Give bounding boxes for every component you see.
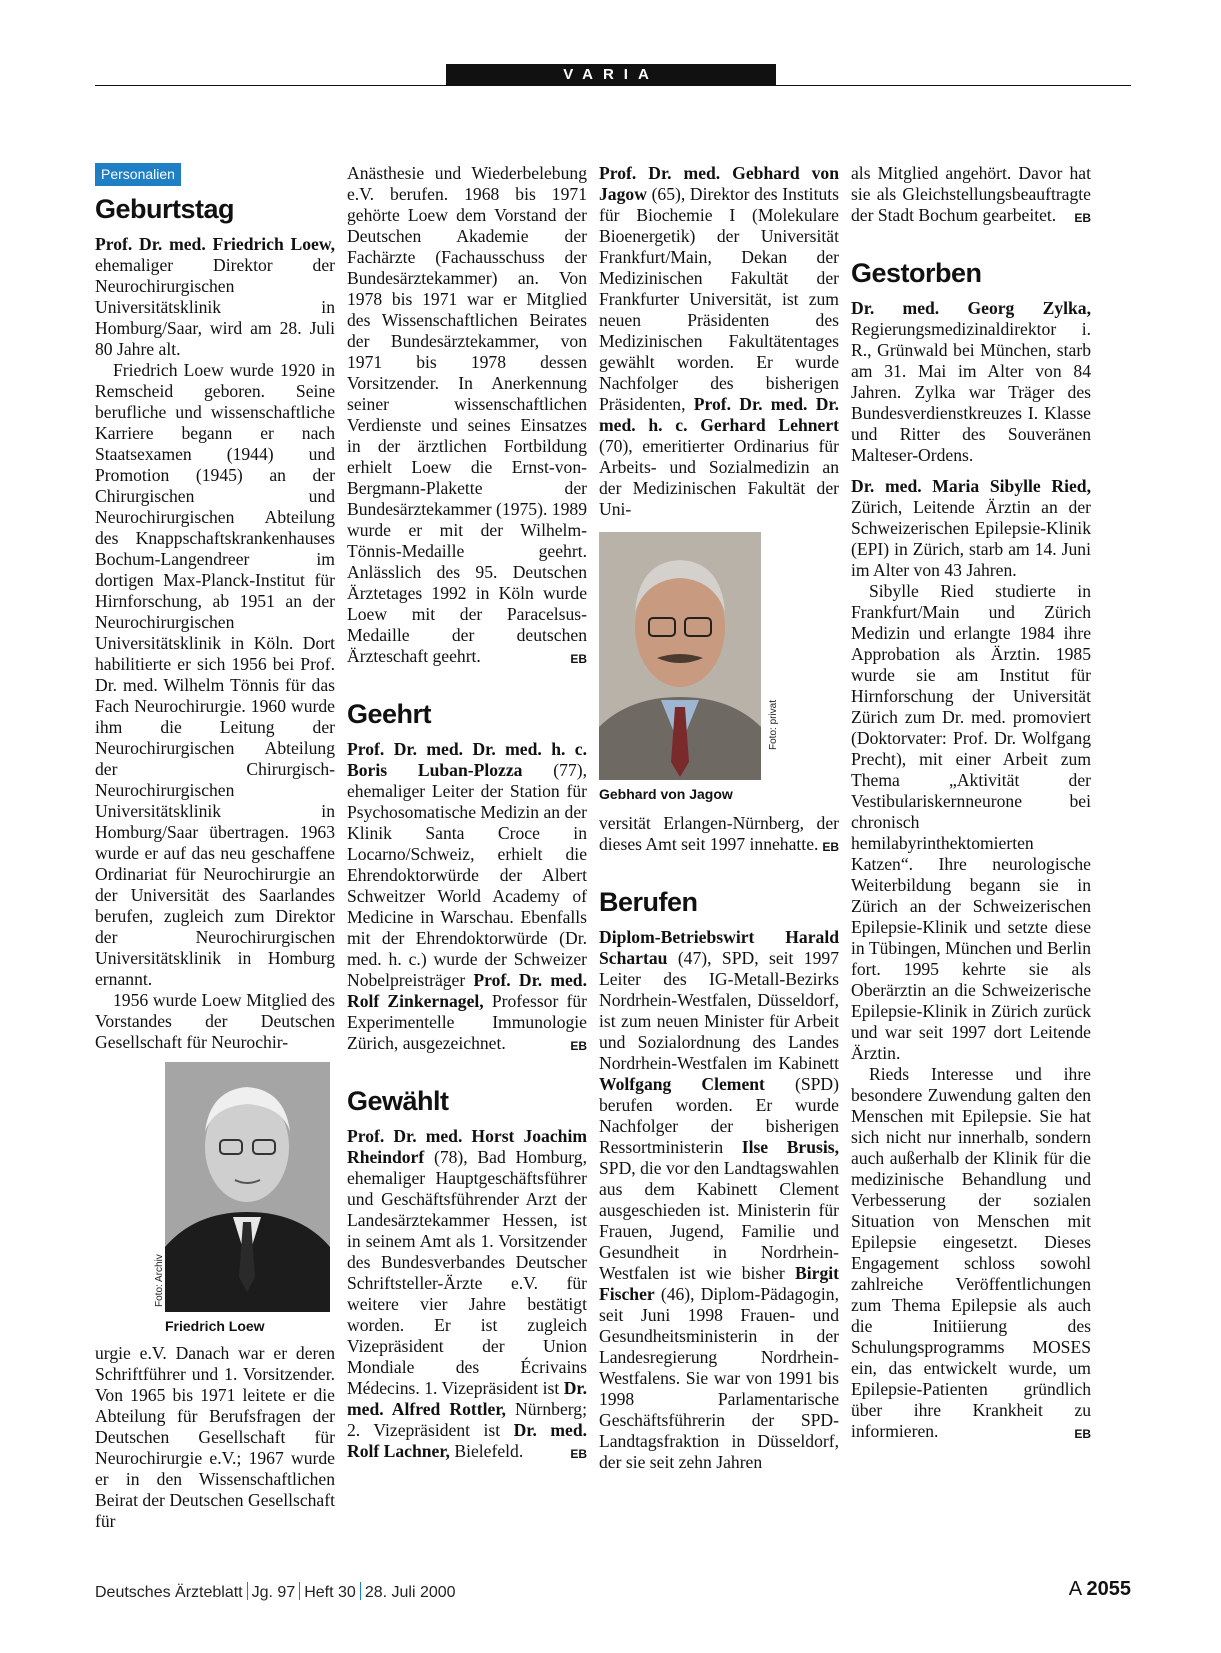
footer-citation [95,1582,456,1602]
heading-geburtstag: Geburtstag [95,194,235,224]
author-initials: EB [822,840,839,854]
person-name: Dr. med. Rolf Lachner, [347,1420,587,1461]
paragraph: als Mitglied angehört. Davor hat sie als Gleichstellungsbeauftragte der Stadt Bochum gearbeitet. EB [851,163,1091,226]
person-name: Diplom-Betriebswirt Harald Schartau [599,927,839,968]
page-number: A 2055 [1068,1578,1131,1600]
paragraph: Prof. Dr. med. Friedrich Loew, ehemaliger Direktor der Neurochirurgischen Universitätsklinik in Homburg/Saar, wird am 28. Juli 80 Jahre alt. [95,234,335,359]
paragraph: Diplom-Betriebswirt Harald Schartau (47), SPD, seit 1997 Leiter des IG-Metall-Bezirks Nordrhein-Westfalen, Düsseldorf, ist zum neuen Minister für Arbeit und Sozialordnung des Landes Nordrhein-Westfalen im Kabinett Wolfgang Clement (SPD) berufen worden. Er wurde Nachfolger der bisherigen Ressortministerin Ilse Brusis, SPD, die vor den Landtagswahlen aus dem Kabinett Clement ausgeschieden ist. Ministerin für Frauen, Jugend, Familie und Gesundheit in Nordrhein-Westfalen ist wie bisher Birgit Fischer (46), Diplom-Pädagogin, seit Juni 1998 Frauen- und Gesundheitsministerin in der Landesregierung Nordrhein-Westfalens. Sie war von 1991 bis 1998 Parlamentarische Geschäftsführerin der SPD-Landtagsfraktion in Düsseldorf, der sie seit zehn Jahren [599,927,839,1472]
category-tag: Personalien [95,163,181,186]
heading-gewaehlt: Gewählt [347,1086,449,1116]
paragraph: Anästhesie und Wiederbelebung e.V. berufen. 1968 bis 1971 gehörte Loew dem Vorstand der Deutschen Akademie der Fachärzte (Fachausschuss der Bundesärztekammer) an. Von 1978 bis 1971 war er Mitglied des Wissenschaftlichen Beirates der Bundesärztekammer, von 1971 bis 1978 dessen Vorsitzender. In Anerkennung seiner wissenschaftlichen Verdienste und seines Einsatzes in der ärztlichen Fortbildung erhielt Loew die Ernst-von-Bergmann-Plakette der Bundesärztekammer (1975). 1989 wurde er mit der Wilhelm-Tönnis-Medaille geehrt. Anlässlich des 95. Deutschen Ärztetages 1992 in Köln wurde Loew mit der Paracelsus-Medaille der deutschen Ärzteschaft geehrt. EB [347,163,587,667]
paragraph: Rieds Interesse und ihre besondere Zuwendung galten den Menschen mit Epilepsie. Sie hat sich nicht nur innerhalb, sondern auch außerhalb der Klinik für die medizinische Behandlung und Verbesserung der sozialen Situation von Menschen mit Epilepsie eingesetzt. Dieses Engagement schloss sowohl zahlreiche Veröffentlichungen zum Thema Epilepsie als auch die Initiierung des Schulungsprogramms MOSES ein, das entwickelt wurde, um Epilepsie-Patienten gründlich über ihre Krankheit zu informieren. EB [851,1064,1091,1442]
journal-name: Deutsches Ärzteblatt [95,1584,243,1601]
paragraph: Dr. med. Maria Sibylle Ried, Zürich, Leitende Ärztin an der Schweizerischen Epilepsie-Klinik (EPI) in Zürich, starb am 14. Juni im Alter von 43 Jahren. [851,476,1091,580]
column-2 [347,163,587,1465]
header-rule [95,85,1131,86]
photo-loew-figure [154,1062,330,1337]
photo-caption: Friedrich Loew [165,1318,265,1334]
person-name: Prof. Dr. med. Dr. med. h. c. Boris Luban-Plozza [347,739,587,780]
author-initials: EB [1074,1427,1091,1441]
photo-jagow [599,532,761,780]
author-initials: EB [570,1039,587,1053]
column-1 [95,163,335,1532]
person-name: Dr. med. Maria Sibylle Ried, [851,476,1091,496]
paragraph: Sibylle Ried studierte in Frankfurt/Main und Zürich Medizin und erlangte 1984 ihre Approbation als Ärztin. 1985 wurde sie am Institut für Hirnforschung der Universität Zürich zum Dr. med. promoviert (Doktorvater: Prof. Dr. Wolfgang Precht), mit einer Arbeit zum Thema „Aktivität der Vestibulariskernneurone bei chronisch hemilabyrinthektomierten Katzen“. Ihre neurologische Weiterbildung begann sie in Zürich an der Schweizerischen Epilepsie-Klinik und setzte diese in Tübingen, München und Berlin fort. 1995 kehrte sie als Oberärztin an die Schweizerische Epilepsie-Klinik in Zürich zurück und war seit 1997 dort Leitende Ärztin. [851,581,1091,1063]
heading-gestorben: Gestorben [851,258,982,288]
paragraph: Friedrich Loew wurde 1920 in Remscheid geboren. Seine berufliche und wissenschaftliche Karriere begann er nach Staatsexamen (1944) und Promotion (1945) an der Chirurgischen und Neurochirurgischen Abteilung des Knappschaftskrankenhauses Bochum-Langendreer im dortigen Max-Planck-Institut für Hirnforschung, ab 1951 an der Neurochirurgischen Universitätsklinik in Köln. Dort habilitierte er sich 1956 bei Prof. Dr. med. Wilhelm Tönnis für das Fach Neurochirurgie. 1960 wurde ihm die Leitung der Neurochirurgischen Abteilung der Chirurgisch-Neurochirurgischen Universitätsklinik in Homburg/Saar übertragen. 1963 wurde er auf das neu geschaffene Ordinariat für Neurochirurgie an der Universität des Saarlandes berufen, zugleich zum Direktor der Neurochirurgischen Universitätsklinik in Homburg ernannt. [95,360,335,989]
person-name: Dr. med. Alfred Rottler, [347,1378,587,1419]
paragraph: Prof. Dr. med. Dr. med. h. c. Boris Luban-Plozza (77), ehemaliger Leiter der Station für Psychosomatische Medizin an der Klinik Santa Croce in Locarno/Schweiz, erhielt die Ehrendoktorwürde der Albert Schweitzer World Academy of Medicine in Warschau. Ebenfalls mit der Ehrendoktorwürde (Dr. med. h. c.) wurde der Schweizer Nobelpreisträger Prof. Dr. med. Rolf Zinkernagel, Professor für Experimentelle Immunologie Zürich, ausgezeichnet. EB [347,739,587,1054]
photo-credit: Foto: Archiv [154,1254,165,1307]
issue: Heft 30 [304,1584,356,1601]
person-name: Prof. Dr. med. Dr. med. h. c. Gerhard Lehnert [599,394,839,435]
author-initials: EB [570,652,587,666]
person-name: Prof. Dr. med. Friedrich Loew, [95,234,335,254]
person-name: Prof. Dr. med. Rolf Zinkernagel, [347,970,587,1011]
person-name: Prof. Dr. med. Horst Joachim Rheindorf [347,1126,587,1167]
paragraph: Prof. Dr. med. Horst Joachim Rheindorf (78), Bad Homburg, ehemaliger Hauptgeschäftsführer und Geschäftsführender Arzt der Landesärztekammer Hessen, ist in seinem Amt als 1. Vorsitzender des Bundesverbandes Deutscher Schriftsteller-Ärzte e.V. für weitere vier Jahre bestätigt worden. Er ist zugleich Vizepräsident der Union Mondiale des Écrivains Médecins. 1. Vizepräsident ist Dr. med. Alfred Rottler, Nürnberg; 2. Vizepräsident ist Dr. med. Rolf Lachner, Bielefeld. EB [347,1126,587,1462]
portrait-image [599,532,761,780]
issue-date: 28. Juli 2000 [364,1584,456,1601]
section-header: VARIA [446,64,776,85]
author-initials: EB [1074,211,1091,225]
column-4 [851,163,1091,1445]
author-initials: EB [570,1447,587,1461]
heading-berufen: Berufen [599,887,698,917]
person-name: Birgit Fischer [599,1263,839,1304]
photo-caption: Gebhard von Jagow [599,786,733,802]
paragraph: 1956 wurde Loew Mitglied des Vorstandes der Deutschen Gesellschaft für Neurochir- [95,990,335,1052]
person-name: Wolfgang Clement [599,1074,765,1094]
photo-jagow-figure [599,532,779,805]
person-name: Prof. Dr. med. Gebhard von Jagow [599,163,839,204]
photo-credit: Foto: privat [768,699,779,750]
volume: Jg. 97 [251,1584,296,1601]
person-name: Dr. med. Georg Zylka, [851,298,1091,318]
portrait-image [165,1062,330,1312]
person-name: Ilse Brusis, [741,1137,839,1157]
paragraph: versität Erlangen-Nürnberg, der dieses Amt seit 1997 innehatte. EB [599,813,839,855]
paragraph: Prof. Dr. med. Gebhard von Jagow (65), Direktor des Instituts für Biochemie I (Molekulare Bioenergetik) der Universität Frankfurt/Main, Dekan der Medizinischen Fakultät der Frankfurter Universität, ist zum neuen Präsidenten des Medizinischen Fakultätentages gewählt worden. Er wurde Nachfolger des bisherigen Präsidenten, Prof. Dr. med. Dr. med. h. c. Gerhard Lehnert (70), emeritierter Ordinarius für Arbeits- und Sozialmedizin an der Medizinischen Fakultät der Uni- [599,163,839,519]
photo-loew [165,1062,330,1312]
paragraph: urgie e.V. Danach war er deren Schriftführer und 1. Vorsitzender. Von 1965 bis 1971 leitete er die Abteilung für Berufsfragen der Deutschen Gesellschaft für Neurochirurgie e.V.; 1967 wurde er in den Wissenschaftlichen Beirat der Deutschen Gesellschaft für [95,1343,335,1531]
column-3 [599,163,839,1473]
heading-geehrt: Geehrt [347,699,432,729]
paragraph: Dr. med. Georg Zylka, Regierungsmedizinaldirektor i. R., Grünwald bei München, starb am 31. Mai im Alter von 84 Jahren. Zylka war Träger des Bundesverdienstkreuzes I. Klasse und Ritter des Souveränen Malteser-Ordens. [851,298,1091,465]
